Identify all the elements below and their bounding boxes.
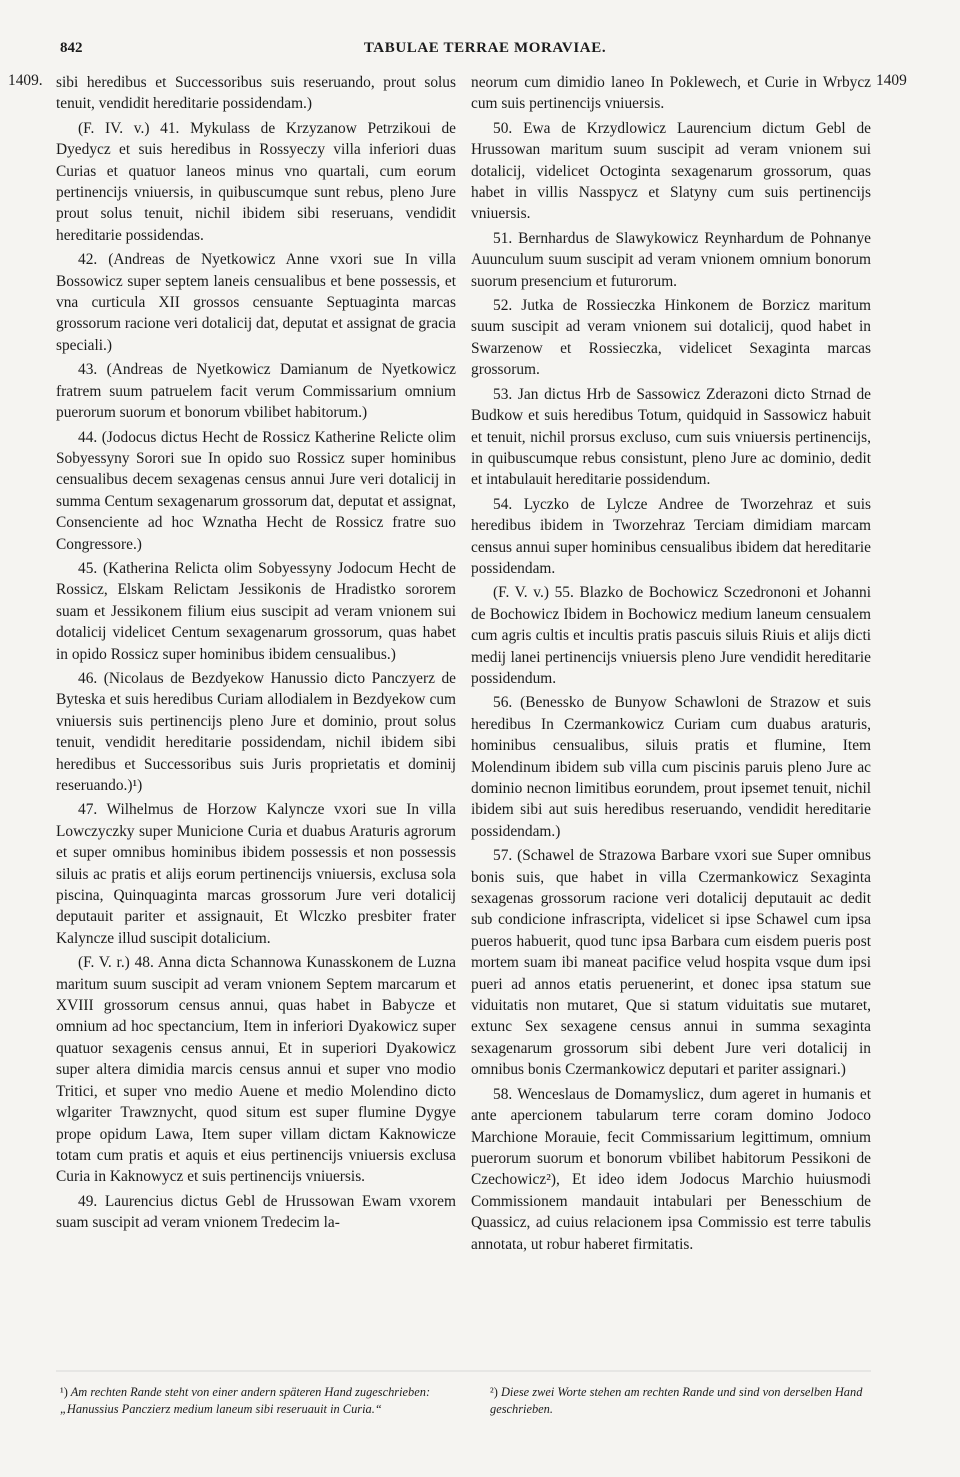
paragraph: 44. (Jodocus dictus Hecht de Rossicz Katherine Relicte olim Sobyessyny Sorori sue In opido suo Rossicz super hominibus censualibus decem sexagenas census annui Jure veri dotalicij in summa Centum sexagenarum grossorum dat, deputat et assignat, Consenciente ad hoc Wznatha Hecht de Rossicz fratre suo Congressore.) [56, 428, 456, 553]
footnote-rule [56, 1370, 871, 1372]
page-number: 842 [60, 40, 83, 56]
paragraph: (F. V. r.) 48. Anna dicta Schannowa Kunasskonem de Luzna maritum suum suscipit ad veram vnionem Septem marcarum et XVIII grossorum census annui, quas habet in Babycze et omnium ad hoc spectancium, Item in inferiori Dyakowicz super quatuor sexagenis census annui, Et in superiori Dyakowicz super altera dimidia marcis census annui et super vno modio Tritici, et super vno medio Auene et medio Molendino dicto wlgariter Trawznycht, quod situm est super flumine Dygye prope opidum Lawa, Item super villam dictam Kaknowicze totam cum pratis et aquis et eius pertinencijs vniuersis exclusa Curia in Kaknowycz et suis pertinencijs vniuersis. [56, 954, 456, 1186]
running-title: TABULAE TERRAE MORAVIAE. [363, 40, 607, 56]
margin-year-right: 1409 [876, 72, 907, 89]
left-column [56, 72, 456, 1237]
paragraph: 53. Jan dictus Hrb de Sassowicz Zderazoni dicto Strnad de Budkow et suis heredibus Totum, quidquid in Sassowicz habuit et tenuit, nichil prorsus excluso, cum suis vniuersis pertinencijs, in quibuscumque rebus consistunt, pleno Jure ac dominio, dedit et intabulauit hereditarie possidendum. [471, 385, 871, 489]
paragraph: 42. (Andreas de Nyetkowicz Anne vxori sue In villa Bossowicz super septem laneis censualibus et bene possessis, et vna curticula XII grossos censuante Septuaginta marcas grossorum racione veri dotalicij dat, deputat et assignat de gracia speciali.) [56, 251, 457, 354]
footnote-2 [490, 1384, 870, 1418]
footnote-text: Diese zwei Worte stehen am rechten Rande und sind von derselben Hand geschrieben. [490, 1385, 863, 1416]
paragraph: 45. (Katherina Relicta olim Sobyessyny Jodocum Hecht de Rossicz, Elskam Relictam Jessikonis de Hradistko sororem suam et Jessikonem filium eius suscipit ad veram vnionem sui dotalicij videlicet Centum sexagenarum grossorum, quas habet in opido Rossicz super hominibus ibidem censualibus.) [56, 559, 456, 663]
footnote-marker: ²) [490, 1385, 498, 1399]
paragraph: 52. Jutka de Rossieczka Hinkonem de Borzicz maritum suum suscipit ad veram vnionem sui dotalicij, quod habet in Swarzenow et Rossieczka, videlicet Sexaginta marcas grossorum. [471, 297, 871, 379]
paragraph: 58. Wenceslaus de Domamyslicz, dum ageret in humanis et ante apercionem tabularum terre coram domino Jodoco Marchione Morauie, fecit Commissarium legittimum, omnium puerorum suorum et bonorum vbilibet habitorum Pessikoni de Czechowicz²), Et ideo idem Jodocus Marchio huiusmodi Commissionem mandauit intabulari per Benesschium de Quassicz, ad cuius relacionem ipsa Commissio est terre tabulis annotata, ut robur haberet firmitatis. [471, 1085, 871, 1253]
paragraph: 51. Bernhardus de Slawykowicz Reynhardum de Pohnanye Auunculum suum suscipit ad veram vnionem omnium bonorum suorum presencium et futurorum. [471, 229, 871, 290]
paragraph: 50. Ewa de Krzydlowicz Laurencium dictum Gebl de Hrussowan maritum suum suscipit ad veram vnionem sui dotalicij, videlicet Octoginta sexagenarum grossorum, quas habet in villis Nasspycz et Slatyny cum suis pertinencijs vniuersis. [471, 119, 871, 223]
page-header [60, 40, 910, 60]
footnote-1 [60, 1384, 450, 1418]
paragraph: 49. Laurencius dictus Gebl de Hrussowan Ewam vxorem suam suscipit ad veram vnionem Tredecim la- [56, 1192, 456, 1232]
paragraph: sibi heredibus et Successoribus suis reseruando, prout solus tenuit, vendidit hereditarie possidendam.) [56, 74, 456, 113]
paragraph: neorum cum dimidio laneo In Poklewech, et Curie in Wrbycz cum suis pertinencijs vniuersis. [471, 74, 871, 113]
paragraph: 57. (Schawel de Strazowa Barbare vxori sue Super omnibus bonis suis, que habet in villa Czermankowicz Sexaginta sexagenas grossorum racione veri dotalicij deputauit ac dedit sub condicione infrascripta, videlicet si ipse Schawel cum ipsa pueros habuerit, quod tunc ipsa Barbara cum eisdem pueris post mortem suam ibi maneat pacifice velud hospita vsque dum ipsi pueri ad annos etatis peruenerint, et donec ipsa statum sue viduitatis non mutaret, Que si statum viduitatis sue mutaret, extunc Sex sexagene census annui in summa sexaginta sexagenarum grossorum sibi debent Jure veri dotalicij in omnibus bonis Czermankowicz deputari et pariter assignari.) [471, 847, 871, 1079]
paragraph: 54. Lyczko de Lylcze Andree de Tworzehraz et suis heredibus ibidem in Tworzehraz Terciam dimidiam marcam census annui super hominibus censualibus ibidem dat hereditarie possidendam. [471, 495, 871, 577]
paragraph: (F. V. v.) 55. Blazko de Bochowicz Sczedrononi et Johanni de Bochowicz Ibidem in Bochowicz medium laneum censualem cum agris cultis et incultis pratis pascuis siluis Riuis et alijs dicti medij lanei pertinencijs vniuersis pleno Jure vendidit hereditarie possidendum. [471, 584, 871, 687]
paragraph: (F. IV. v.) 41. Mykulass de Krzyzanow Petrzikoui de Dyedycz et suis heredibus in Rossyeczy villa inferiori duas Curias et quatuor laneos minus vno quartali, cum eorum pertinencijs vniuersis, in quibuscumque sunt rebus, pleno Jure prout solus tenuit, nichil ibidem sibi reseruans, vendidit hereditarie possidendas. [56, 119, 456, 244]
margin-year-left: 1409. [8, 72, 43, 89]
paragraph: 47. Wilhelmus de Horzow Kalyncze vxori sue In villa Lowczyczky super Municione Curia et duabus Araturis agrorum et super omnibus hominibus ibidem possessis et non possessis siluis ac pratis et alijs eorum pertinencijs vniuersis, exclusa sola piscina, Quinquaginta marcas grossorum Jure veri dotalicij deputauit pariter et assignauit, Et Wlczko presbiter frater Kalyncze illud suscipit dotalicium. [56, 801, 456, 947]
paragraph: 56. (Benessko de Bunyow Schawloni de Strazow et suis heredibus In Czermankowicz Curiam cum duabus araturis, hominibus censualibus, siluis pratis et flumine, Item Molendinum ibidem sub villa cum piscinis paruis pleno Jure ac dominio necnon limitibus eorundem, prout ipsemet tenuit, nichil ibidem sibi aut suis heredibus reseruando, vendidit hereditarie possidendam.) [471, 694, 871, 840]
footnote-marker: ¹) [60, 1385, 68, 1399]
footnote-text: Am rechten Rande steht von einer andern späteren Hand zugeschrieben: „Hanussius Panczierz medium laneum sibi reseruauit in Curia.“ [60, 1385, 431, 1416]
right-column [471, 72, 871, 1258]
paragraph: 43. (Andreas de Nyetkowicz Damianum de Nyetkowicz fratrem suum patruelem facit verum Commissarium omnium puerorum suorum et bonorum vbilibet habitorum.) [56, 361, 456, 422]
paragraph: 46. (Nicolaus de Bezdyekow Hanussio dicto Panczyerz de Byteska et suis heredibus Curiam allodialem in Bezdyekow cum vniuersis suis pertinencijs pleno Jure et dominio, prout solus tenuit, vendidit hereditarie possidendam, nichil ibidem sibi heredibus et Successoribus suis Juris proprietatis et dominij reseruando.)¹) [56, 669, 456, 794]
